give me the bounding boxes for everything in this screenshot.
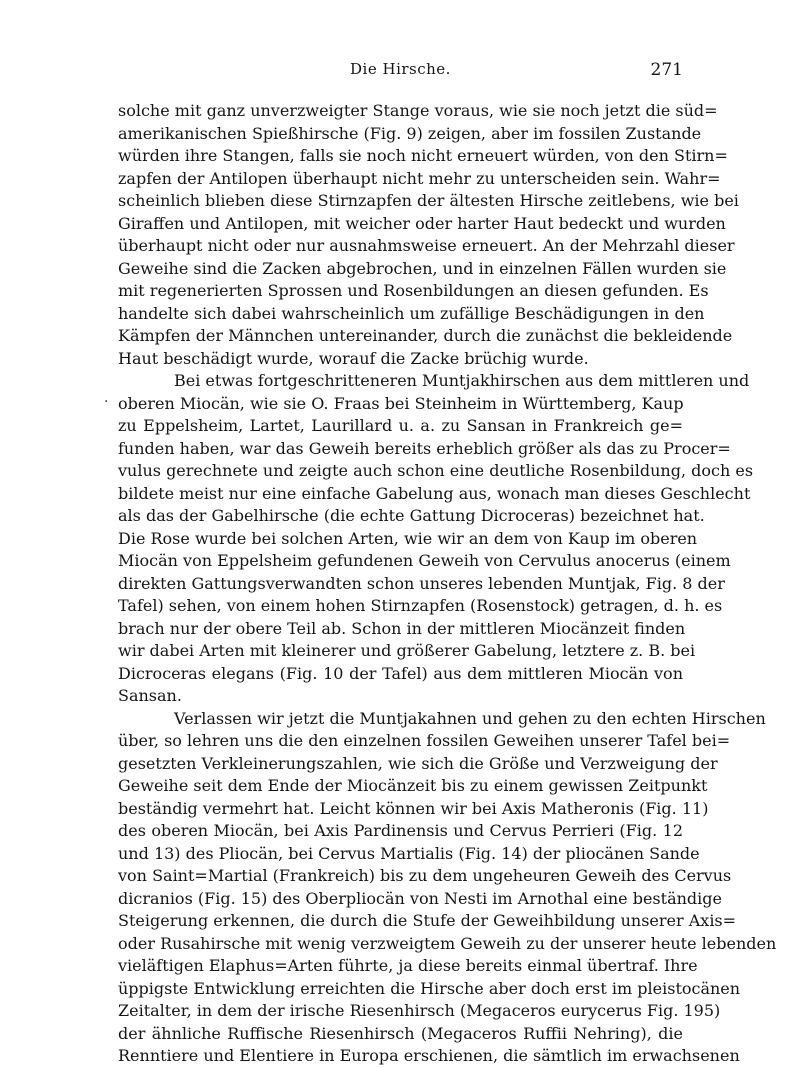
text-line: zu Eppelsheim, Lartet, Laurillard u. a. zu Sansan in Frankreich ge= <box>118 416 683 435</box>
margin-mark: · <box>104 394 109 410</box>
text-line: oberen Miocän, wie sie O. Fraas bei Steinheim in Württemberg, Kaup <box>118 393 684 413</box>
text-line: überhaupt nicht oder nur ausnahmsweise erneuert. An der Mehrzahl dieser <box>118 236 735 255</box>
text-line: und 13) des Pliocän, bei Cervus Martialis (Fig. 14) der pliocänen Sande <box>118 843 700 863</box>
text-line: Geweihe seit dem Ende der Miocänzeit bis zu einem gewissen Zeitpunkt <box>118 776 708 795</box>
text-line: zapfen der Antilopen überhaupt nicht mehr zu unterscheiden sein. Wahr= <box>118 168 721 188</box>
text-line: Renntiere und Elentiere in Europa erschienen, die sämtlich im erwachsenen <box>118 1046 740 1065</box>
text-line: scheinlich blieben diese Stirnzapfen der ältesten Hirsche zeitlebens, wie bei <box>118 191 739 210</box>
text-line: über, so lehren uns die den einzelnen fossilen Geweihen unserer Tafel bei= <box>118 731 731 750</box>
text-line: üppigste Entwicklung erreichten die Hirsche aber doch erst im pleistocänen <box>118 978 741 998</box>
text-line: bildete meist nur eine einfache Gabelung aus, wonach man dieses Geschlecht <box>118 483 751 503</box>
text-line: Miocän von Eppelsheim gefundenen Geweih von Cervulus anocerus (einem <box>118 551 731 570</box>
text-line: Geweihe sind die Zacken abgebrochen, und in einzelnen Fällen wurden sie <box>118 258 727 278</box>
page-number: 271 <box>650 60 683 80</box>
text-line: der ähnliche Ruffische Riesenhirsch (Megaceros Ruffii Nehring), die <box>118 1023 683 1043</box>
text-line: brach nur der obere Teil ab. Schon in der mittleren Miocänzeit finden <box>118 618 686 638</box>
text-line: vulus gerechnete und zeigte auch schon eine deutliche Rosenbildung, doch es <box>118 461 754 480</box>
text-line: Giraffen und Antilopen, mit weicher oder harter Haut bedeckt und wurden <box>118 213 726 233</box>
page-header <box>118 60 683 84</box>
text-line: Haut beschädigt wurde, worauf die Zacke brüchig wurde. <box>118 348 589 368</box>
text-line: von Saint=Martial (Frankreich) bis zu dem ungeheuren Geweih des Cervus <box>118 866 732 885</box>
text-line: dicranios (Fig. 15) des Oberpliocän von Nesti im Arnothal eine beständige <box>118 888 722 908</box>
text-line: Kämpfen der Männchen untereinander, durch die zunächst die bekleidende <box>118 326 733 345</box>
running-title: Die Hirsche. <box>350 60 451 78</box>
paragraph <box>118 370 754 708</box>
text-line: oder Rusahirsche mit wenig verzweigtem Geweih zu der unserer heute lebenden <box>118 933 777 953</box>
text-line: als das der Gabelhirsche (die echte Gattung Dicroceras) bezeichnet hat. <box>118 506 705 525</box>
text-line: Steigerung erkennen, die durch die Stufe der Geweihbildung unserer Axis= <box>118 911 737 930</box>
text-line: gesetzten Verkleinerungszahlen, wie sich die Größe und Verzweigung der <box>118 753 718 773</box>
text-line: Verlassen wir jetzt die Muntjakahnen und gehen zu den echten Hirschen <box>174 708 766 728</box>
text-line: solche mit ganz unverzweigter Stange voraus, wie sie noch jetzt die süd= <box>118 101 718 120</box>
text-line: amerikanischen Spießhirsche (Fig. 9) zeigen, aber im fossilen Zustande <box>118 123 702 143</box>
text-line: mit regenerierten Sprossen und Rosenbildungen an diesen gefunden. Es <box>118 281 709 300</box>
text-line: handelte sich dabei wahrscheinlich um zufällige Beschädigungen in den <box>118 303 705 323</box>
text-line: würden ihre Stangen, falls sie noch nicht erneuert würden, von den Stirn= <box>118 146 728 165</box>
text-line: Tafel) sehen, von einem hohen Stirnzapfen (Rosenstock) getragen, d. h. es <box>118 596 723 615</box>
text-line: Zeitalter, in dem der irische Riesenhirsch (Megaceros eurycerus Fig. 195) <box>118 1001 721 1020</box>
body-text <box>118 100 777 1068</box>
text-line: Die Rose wurde bei solchen Arten, wie wir an dem von Kaup im oberen <box>118 528 698 548</box>
text-line: vieläftigen Elaphus=Arten führte, ja diese bereits einmal übertraf. Ihre <box>118 956 698 975</box>
text-line: direkten Gattungsverwandten schon unseres lebenden Muntjak, Fig. 8 der <box>118 573 725 593</box>
text-line: funden haben, war das Geweih bereits erheblich größer als das zu Procer= <box>118 438 731 458</box>
text-line: Bei etwas fortgeschritteneren Muntjakhirschen aus dem mittleren und <box>174 371 750 390</box>
paragraph <box>118 100 739 370</box>
text-line: wir dabei Arten mit kleinerer und größerer Gabelung, letztere z. B. bei <box>118 641 696 660</box>
text-line: des oberen Miocän, bei Axis Pardinensis und Cervus Perrieri (Fig. 12 <box>118 821 683 840</box>
text-line: beständig vermehrt hat. Leicht können wir bei Axis Matheronis (Fig. 11) <box>118 798 709 818</box>
text-line: Sansan. <box>118 686 182 705</box>
text-line: Dicroceras elegans (Fig. 10 der Tafel) aus dem mittleren Miocän von <box>118 663 683 683</box>
paragraph <box>118 708 777 1068</box>
